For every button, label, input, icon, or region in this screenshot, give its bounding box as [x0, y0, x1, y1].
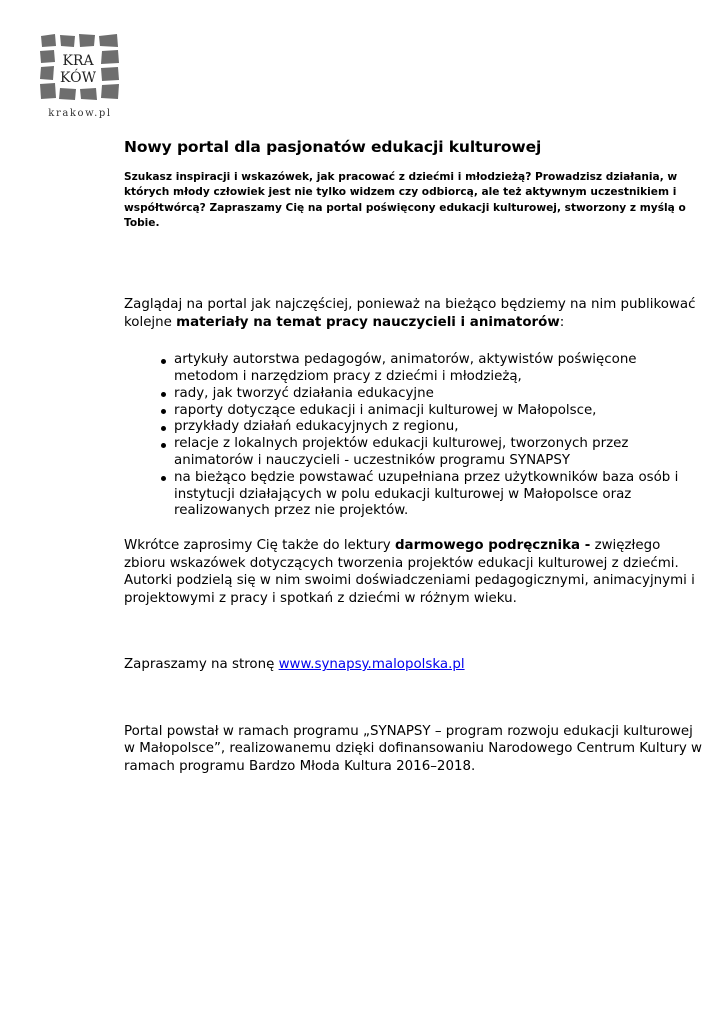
logo-text-line1: KRA — [62, 53, 94, 69]
materials-list — [124, 352, 704, 520]
invite-paragraph — [124, 656, 704, 674]
list-item: na bieżąco będzie powstawać uzupełniana przez użytkowników baza osób i instytucji działających w polu edukacji kulturowej w Małopolsce oraz realizowanych przez nie projektów. — [124, 470, 704, 520]
krakow-logo-mark — [38, 32, 122, 108]
lead-paragraph: Szukasz inspiracji i wskazówek, jak pracować z dziećmi i młodzieżą? Prowadzisz działania, w których młody człowiek jest nie tylko widzem czy odbiorcą, ale też aktywnym uczestnikiem i współtwórcą? Zapraszamy Cię na portal poświęcony edukacji kulturowej, stworzony z myślą o Tobie. — [124, 171, 686, 229]
intro-after: : — [559, 314, 565, 330]
invite-text: Zapraszamy na stronę — [124, 657, 279, 673]
intro-bold: materiały na temat pracy nauczycieli i animatorów — [176, 314, 560, 330]
footer-paragraph: Portal powstał w ramach programu „SYNAPSY – program rozwoju edukacji kulturowej w Małopolsce”, realizowanemu dzięki dofinansowaniu Narodowego Centrum Kultury w ramach programu Bardzo Młoda Kultura 2016–2018. — [124, 723, 702, 774]
intro-text: Zaglądaj na portal jak najczęściej, ponieważ na bieżąco będziemy na nim publikować kolejne — [124, 297, 696, 330]
handbook-before: Wkrótce zaprosimy Cię także do lektury — [124, 538, 395, 554]
page-title: Nowy portal dla pasjonatów edukacji kulturowej — [124, 138, 542, 156]
list-item: raporty dotyczące edukacji i animacji kulturowej w Małopolsce, — [124, 403, 704, 420]
handbook-after: zwięzłego zbioru wskazówek dotyczących tworzenia projektów edukacji kulturowej z dziećmi. Autorki podzielą się w nim swoimi doświadczeniami pedagogicznymi, animacyjnymi i projektowymi z pracy i spotkań z dziećmi w różnym wieku. — [124, 538, 695, 606]
intro-paragraph — [124, 296, 704, 331]
synapsy-link[interactable]: www.synapsy.malopolska.pl — [278, 657, 465, 673]
logo-text-line2: KÓW — [60, 70, 96, 86]
document-body — [124, 136, 704, 775]
list-item: rady, jak tworzyć działania edukacyjne — [124, 386, 704, 403]
handbook-paragraph — [124, 537, 704, 607]
logo-caption: krakow.pl — [48, 108, 112, 119]
list-item: przykłady działań edukacyjnych z regionu, — [124, 419, 704, 436]
handbook-bold: darmowego podręcznika - — [394, 538, 591, 554]
krakow-logo — [38, 32, 122, 122]
list-item: artykuły autorstwa pedagogów, animatorów, aktywistów poświęcone metodom i narzędziom pracy z dziećmi i młodzieżą, — [124, 352, 704, 386]
list-item: relacje z lokalnych projektów edukacji kulturowej, tworzonych przez animatorów i nauczycieli - uczestników programu SYNAPSY — [124, 436, 704, 470]
